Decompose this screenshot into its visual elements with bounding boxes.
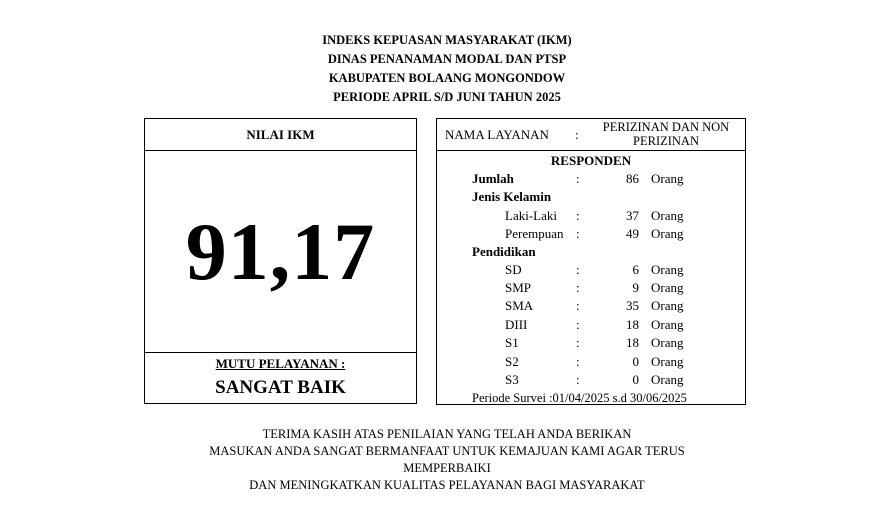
service-value-line2: PERIZINAN (633, 134, 699, 148)
service-label: NAMA LAYANAN (445, 127, 549, 142)
unit: Orang (651, 226, 684, 241)
education-value: 18 (626, 317, 639, 332)
education-value: 9 (632, 280, 639, 295)
colon: : (576, 317, 580, 332)
thank-you-footer (0, 426, 894, 494)
service-value (591, 120, 741, 148)
service-value-line1: PERIZINAN DAN NON (602, 120, 730, 134)
mutu-label: MUTU PELAYANAN : (215, 356, 346, 371)
unit: Orang (651, 208, 684, 223)
gender-label: Laki-Laki (505, 208, 557, 223)
mutu-value: SANGAT BAIK (215, 377, 346, 398)
education-value: 18 (626, 335, 639, 350)
unit: Orang (651, 335, 684, 350)
unit: Orang (651, 372, 684, 387)
colon: : (576, 171, 580, 186)
education-value: 6 (632, 262, 639, 277)
education-value: 0 (632, 354, 639, 369)
ikm-score: 91,17 (145, 151, 416, 353)
survey-period: Periode Survei :01/04/2025 s.d 30/06/2025 (472, 391, 687, 405)
ikm-score-panel (144, 118, 417, 404)
unit: Orang (651, 280, 684, 295)
footer-line1: TERIMA KASIH ATAS PENILAIAN YANG TELAH ANDA BERIKAN (262, 427, 632, 441)
unit: Orang (651, 317, 684, 332)
education-label: DIII (505, 317, 528, 332)
jumlah-value: 86 (626, 171, 639, 186)
unit: Orang (651, 354, 684, 369)
colon: : (576, 226, 580, 241)
ikm-label: NILAI IKM (145, 119, 416, 151)
colon: : (576, 335, 580, 350)
unit: Orang (651, 262, 684, 277)
education-heading: Pendidikan (472, 244, 536, 259)
colon: : (576, 354, 580, 369)
education-value: 0 (632, 372, 639, 387)
colon: : (576, 208, 580, 223)
gender-value: 49 (626, 226, 639, 241)
colon: : (576, 280, 580, 295)
gender-value: 37 (626, 208, 639, 223)
education-label: S2 (505, 354, 519, 369)
header-agency: DINAS PENANAMAN MODAL DAN PTSP (327, 52, 567, 66)
colon: : (576, 262, 580, 277)
education-label: S3 (505, 372, 519, 387)
report-header (0, 31, 894, 107)
education-label: SD (505, 262, 522, 277)
gender-label: Perempuan (505, 226, 564, 241)
footer-line3: MEMPERBAIKI (403, 461, 491, 475)
education-label: SMP (505, 280, 532, 295)
header-period: PERIODE APRIL S/D JUNI TAHUN 2025 (333, 90, 561, 104)
header-region: KABUPATEN BOLAANG MONGONDOW (328, 71, 566, 85)
education-label: S1 (505, 335, 519, 350)
gender-heading: Jenis Kelamin (472, 189, 552, 204)
footer-line2: MASUKAN ANDA SANGAT BERMANFAAT UNTUK KEMAJUAN KAMI AGAR TERUS (209, 444, 685, 458)
service-name-row (437, 119, 745, 151)
education-label: SMA (505, 298, 534, 313)
jumlah-label: Jumlah (472, 171, 514, 186)
footer-line4: DAN MENINGKATKAN KUALITAS PELAYANAN BAGI MASYARAKAT (249, 478, 645, 492)
education-value: 35 (626, 298, 639, 313)
responden-title: RESPONDEN (550, 153, 632, 168)
unit: Orang (651, 298, 684, 313)
colon: : (576, 372, 580, 387)
header-title: INDEKS KEPUASAN MASYARAKAT (IKM) (322, 33, 572, 47)
colon: : (576, 298, 580, 313)
responden-panel (436, 118, 746, 405)
service-colon: : (575, 127, 579, 142)
unit: Orang (651, 171, 684, 186)
